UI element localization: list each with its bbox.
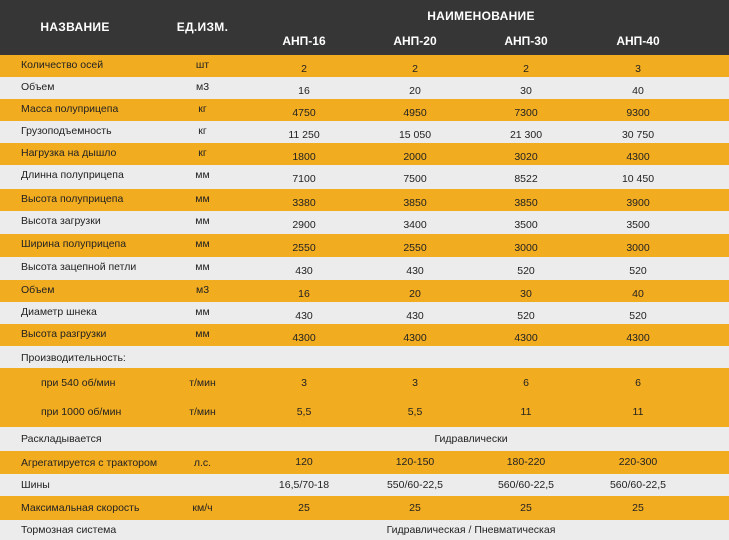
row-value: 4750 <box>292 107 316 119</box>
row-value: 2900 <box>292 219 316 231</box>
table-row <box>0 302 729 324</box>
row-value: 430 <box>295 265 313 277</box>
table-row <box>0 496 729 520</box>
row-value: 3900 <box>626 197 650 209</box>
row-value: 11 <box>632 406 644 418</box>
row-value: 2550 <box>403 242 427 254</box>
row-value: 7500 <box>403 173 427 185</box>
row-value: 120 <box>295 456 313 468</box>
row-unit: мм <box>195 261 210 273</box>
row-value: 520 <box>629 265 647 277</box>
table-row <box>0 99 729 121</box>
row-value: 4300 <box>626 151 650 163</box>
table-row <box>0 77 729 99</box>
row-value: 560/60-22,5 <box>497 479 555 491</box>
row-value: 25 <box>298 502 310 514</box>
row-value: 2 <box>412 63 418 75</box>
row-unit: мм <box>195 328 210 340</box>
table-row <box>0 55 729 77</box>
row-value: 11 250 <box>288 129 320 141</box>
row-label: Высота разгрузки <box>21 328 107 340</box>
header-unit: ЕД.ИЗМ. <box>176 20 229 34</box>
row-value: 120-150 <box>395 456 435 468</box>
row-value: 30 750 <box>621 129 655 141</box>
row-value: 9300 <box>626 107 650 119</box>
row-label: Грузоподъемность <box>21 125 112 137</box>
row-value: 25 <box>520 502 532 514</box>
row-label: Высота полуприцепа <box>21 193 124 205</box>
row-value: 16,5/70-18 <box>278 479 330 491</box>
row-value: 6 <box>635 377 641 389</box>
table-row <box>0 143 729 165</box>
row-value: 4300 <box>514 332 538 344</box>
row-unit: м3 <box>195 284 210 296</box>
table-header <box>0 0 729 55</box>
row-value: 3380 <box>292 197 316 209</box>
row-label: Высота зацепной петли <box>21 261 137 273</box>
row-value: 560/60-22,5 <box>609 479 667 491</box>
row-value: 3850 <box>514 197 538 209</box>
row-unit: кг <box>198 147 207 159</box>
row-value: 4300 <box>292 332 316 344</box>
table-row <box>0 427 729 451</box>
row-value: 3 <box>301 377 307 389</box>
row-value: 25 <box>632 502 644 514</box>
row-value: 20 <box>409 85 421 97</box>
row-value: 2000 <box>403 151 427 163</box>
row-value: 11 <box>520 406 532 418</box>
row-value: 6 <box>523 377 529 389</box>
row-value: 5,5 <box>407 406 423 418</box>
table-row <box>0 397 729 427</box>
row-value: 40 <box>632 288 644 300</box>
row-value: 3400 <box>403 219 427 231</box>
table-row <box>0 257 729 280</box>
row-value: 4950 <box>403 107 427 119</box>
row-span-value: Гидравлически <box>434 433 508 445</box>
row-value: 520 <box>517 310 535 322</box>
header-name: НАЗВАНИЕ <box>40 20 110 34</box>
table-row <box>0 520 729 540</box>
row-unit: л.с. <box>193 457 212 469</box>
row-label: Количество осей <box>21 59 104 71</box>
row-value: 40 <box>632 85 644 97</box>
row-value: 16 <box>298 288 310 300</box>
table-row <box>0 474 729 496</box>
row-unit: мм <box>195 215 210 227</box>
row-unit: т/мин <box>189 406 216 418</box>
row-value: 180-220 <box>506 456 546 468</box>
row-value: 7300 <box>514 107 538 119</box>
row-value: 4300 <box>403 332 427 344</box>
row-unit: шт <box>195 59 210 71</box>
row-value: 8522 <box>514 173 538 185</box>
table-row <box>0 451 729 474</box>
table-row <box>0 324 729 346</box>
row-value: 3 <box>412 377 418 389</box>
row-value: 430 <box>406 265 424 277</box>
row-label: Объем <box>21 284 55 296</box>
row-value: 220-300 <box>618 456 658 468</box>
row-value: 3000 <box>514 242 538 254</box>
row-value: 30 <box>520 288 532 300</box>
row-value: 2550 <box>292 242 316 254</box>
row-value: 430 <box>406 310 424 322</box>
row-value: 520 <box>517 265 535 277</box>
row-unit: км/ч <box>192 502 213 514</box>
row-value: 550/60-22,5 <box>386 479 444 491</box>
row-label: Агрегатируется с трактором <box>21 457 158 469</box>
row-unit: мм <box>195 306 210 318</box>
table-row <box>0 346 729 368</box>
row-unit: мм <box>195 238 210 250</box>
row-unit: т/мин <box>189 377 216 389</box>
row-unit: мм <box>195 169 210 181</box>
header-group: НАИМЕНОВАНИЕ <box>427 9 535 23</box>
row-label: при 1000 об/мин <box>41 406 122 418</box>
row-value: 21 300 <box>509 129 543 141</box>
row-value: 3850 <box>403 197 427 209</box>
row-value: 2 <box>523 63 529 75</box>
row-label: Производительность: <box>21 352 126 364</box>
row-label: Нагрузка на дышло <box>21 147 117 159</box>
table-row <box>0 234 729 257</box>
row-unit: мм <box>195 193 210 205</box>
row-label: Максимальная скорость <box>21 502 140 514</box>
row-label: Раскладывается <box>21 433 102 445</box>
header-model: АНП-20 <box>393 34 437 48</box>
row-value: 3 <box>635 63 641 75</box>
row-unit: кг <box>198 125 207 137</box>
row-value: 25 <box>409 502 421 514</box>
row-value: 4300 <box>626 332 650 344</box>
row-value: 3000 <box>626 242 650 254</box>
row-value: 520 <box>629 310 647 322</box>
row-value: 10 450 <box>621 173 655 185</box>
row-value: 3500 <box>514 219 538 231</box>
header-model: АНП-40 <box>616 34 660 48</box>
row-value: 16 <box>298 85 310 97</box>
row-value: 20 <box>409 288 421 300</box>
table-row <box>0 211 729 234</box>
header-model: АНП-30 <box>504 34 548 48</box>
row-label: Тормозная система <box>21 524 117 536</box>
header-model: АНП-16 <box>282 34 326 48</box>
row-value: 5,5 <box>296 406 312 418</box>
row-label: Шины <box>21 479 50 491</box>
table-row <box>0 165 729 189</box>
row-label: при 540 об/мин <box>41 377 116 389</box>
row-value: 430 <box>295 310 313 322</box>
row-label: Ширина полуприцепа <box>21 238 127 250</box>
row-unit: м3 <box>195 81 210 93</box>
row-label: Диаметр шнека <box>21 306 97 318</box>
row-value: 15 050 <box>398 129 432 141</box>
row-value: 7100 <box>292 173 316 185</box>
table-row <box>0 121 729 143</box>
table-row <box>0 280 729 302</box>
row-value: 1800 <box>292 151 316 163</box>
table-row <box>0 189 729 211</box>
row-unit: кг <box>198 103 207 115</box>
row-value: 3020 <box>514 151 538 163</box>
row-value: 3500 <box>626 219 650 231</box>
row-span-value: Гидравлическая / Пневматическая <box>386 524 556 536</box>
row-value: 30 <box>520 85 532 97</box>
table-row <box>0 368 729 397</box>
row-value: 2 <box>301 63 307 75</box>
row-label: Высота загрузки <box>21 215 101 227</box>
row-label: Объем <box>21 81 55 93</box>
row-label: Длинна полуприцепа <box>21 169 124 181</box>
row-label: Масса полуприцепа <box>21 103 119 115</box>
